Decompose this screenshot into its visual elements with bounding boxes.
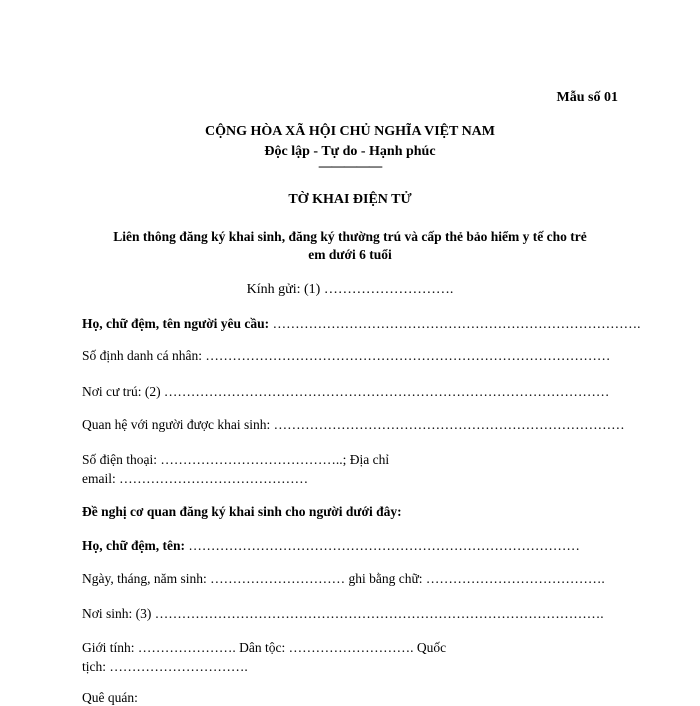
- requester-name-line: [82, 316, 640, 332]
- child-name-label: Họ, chữ đệm, tên:: [82, 538, 185, 553]
- hometown-line: Quê quán:: [82, 690, 138, 705]
- residence-line: Nơi cư trú: (2) ………………………………………………………………………………………: [82, 384, 610, 399]
- requester-name-label: Họ, chữ đệm, tên người yêu cầu:: [82, 316, 270, 331]
- dob-line: Ngày, tháng, năm sinh: ………………………… ghi bằng chữ: ………………………………….: [82, 571, 605, 586]
- email-line: email: ……………………………………: [82, 471, 309, 486]
- country-header: CỘNG HÒA XÃ HỘI CHỦ NGHĨA VIỆT NAM: [204, 124, 495, 139]
- request-statement: Đề nghị cơ quan đăng ký khai sinh cho người dưới đây:: [82, 504, 402, 519]
- phone-line: Số điện thoại: …………………………………..; Địa chỉ: [82, 452, 390, 467]
- nationality-line: tịch: ………………………….: [82, 659, 248, 674]
- birthplace-line: Nơi sinh: (3) ……………………………………………………………………………………….: [82, 606, 604, 621]
- form-code: Mẫu số 01: [556, 90, 618, 105]
- requester-name-dots: ……………………………………………………………………….: [269, 316, 641, 331]
- child-name-line: [82, 538, 580, 554]
- motto: Độc lập - Tự do - Hạnh phúc: [264, 144, 436, 159]
- addressee-line: Kính gửi: (1) ……………………….: [246, 282, 454, 297]
- gender-ethnicity-line: Giới tính: …………………. Dân tộc: ………………………. Quốc: [82, 640, 447, 655]
- form-subtitle-line2: em dưới 6 tuổi: [308, 247, 392, 262]
- form-subtitle-line1: Liên thông đăng ký khai sinh, đăng ký thường trú và cấp thẻ bảo hiểm y tế cho trẻ: [113, 229, 587, 244]
- personal-id-line: Số định danh cá nhân: ………………………………………………………………………………: [82, 348, 611, 363]
- form-title: TỜ KHAI ĐIỆN TỬ: [288, 192, 412, 207]
- header-divider: —————: [318, 158, 382, 173]
- relationship-line: Quan hệ với người được khai sinh: ……………………………………………………………………: [82, 417, 625, 432]
- child-name-dots: ……………………………………………………………………………: [184, 538, 580, 553]
